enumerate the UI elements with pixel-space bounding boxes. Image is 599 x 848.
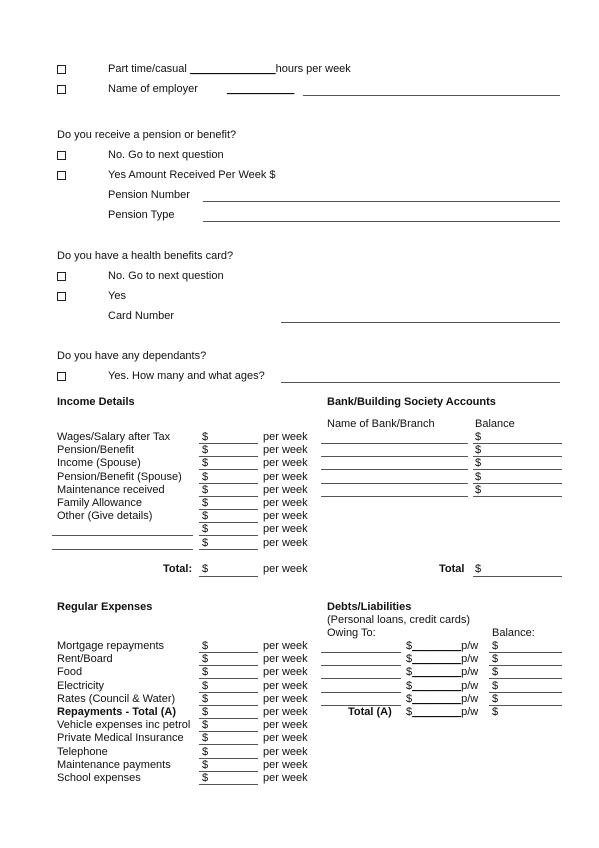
bank-heading: Bank/Building Society Accounts (327, 396, 496, 408)
dependants-yes-checkbox[interactable] (57, 372, 66, 381)
health-no-checkbox[interactable] (57, 272, 66, 281)
debt-row-currency: $ (406, 653, 413, 666)
expense-row-currency: $ (202, 758, 209, 771)
debt-balance-currency: $ (492, 666, 499, 679)
hours-blank[interactable]: ______________ (189, 63, 276, 75)
dependants-question: Do you have any dependants? (57, 350, 207, 362)
debt-row-amount[interactable] (406, 640, 478, 653)
health-no-label: No. Go to next question (108, 270, 224, 282)
pension-yes-checkbox[interactable] (57, 171, 66, 180)
income-row-currency: $ (202, 536, 209, 549)
debts-heading: Debts/Liabilities (327, 601, 412, 613)
expense-row-unit: per week (263, 732, 308, 745)
bank-balance-header: Balance (475, 418, 515, 430)
part-time-label: Part time/casual (108, 63, 187, 75)
income-total-label: Total: (163, 563, 193, 575)
bank-name-field[interactable] (321, 496, 468, 497)
expense-row-label: Mortgage repayments (57, 640, 164, 652)
debt-balance-currency: $ (492, 692, 499, 705)
bank-name-field[interactable] (321, 469, 468, 470)
bank-row-currency: $ (475, 431, 482, 443)
pension-number-label: Pension Number (108, 189, 190, 201)
bank-name-field[interactable] (321, 483, 468, 484)
expense-row-currency: $ (202, 653, 209, 666)
debt-balance-currency: $ (492, 679, 499, 692)
part-time-checkbox[interactable] (57, 65, 66, 74)
pension-number-field[interactable] (203, 201, 560, 202)
expense-row-unit: per week (263, 679, 308, 692)
income-total-unit: per week (263, 563, 308, 575)
bank-name-field[interactable] (321, 456, 468, 457)
debt-row-blank: ________ (412, 666, 462, 679)
income-total-currency: $ (202, 563, 209, 575)
debt-owing-field[interactable] (321, 665, 401, 666)
expense-row-label: Private Medical Insurance (57, 732, 184, 745)
income-total-field[interactable] (199, 576, 258, 577)
debt-row-currency: $ (406, 666, 413, 679)
debts-subheading: (Personal loans, credit cards) (327, 614, 471, 626)
expense-row-unit: per week (263, 640, 308, 652)
debt-row-currency: $ (406, 679, 413, 692)
bank-balance-field[interactable] (473, 443, 562, 444)
expense-row-label: Maintenance payments (57, 758, 171, 771)
dependants-field[interactable] (281, 382, 560, 383)
debts-total-balance-currency: $ (492, 706, 499, 718)
income-row-label: Income (Spouse) (57, 457, 141, 470)
card-number-field[interactable] (281, 322, 560, 323)
income-row-currency: $ (202, 470, 209, 483)
expense-row-label: Rates (Council & Water) (57, 692, 176, 705)
pension-type-field[interactable] (203, 221, 560, 222)
debt-row-amount[interactable] (406, 666, 478, 679)
income-row-unit: per week (263, 523, 308, 536)
hours-label: hours per week (275, 63, 351, 75)
expense-row-label: School expenses (57, 772, 141, 784)
income-row-unit: per week (263, 444, 308, 457)
expense-amount-field[interactable] (199, 784, 258, 785)
income-row-currency: $ (202, 510, 209, 523)
debt-balance-field[interactable] (489, 652, 562, 653)
bank-total-field[interactable] (473, 576, 562, 577)
debt-balance-currency: $ (492, 653, 499, 666)
debts-total-currency: $ (406, 706, 413, 718)
expense-row-label: Repayments - Total (A) (57, 706, 176, 718)
income-other-field[interactable] (52, 535, 193, 536)
bank-total-label: Total (439, 563, 465, 575)
expenses-heading: Regular Expenses (57, 601, 153, 613)
expense-row-currency: $ (202, 745, 209, 758)
income-row-label: Family Allowance (57, 497, 142, 509)
expense-row-label: Telephone (57, 745, 108, 758)
debt-row-currency: $ (406, 692, 413, 705)
income-row-unit: per week (263, 536, 308, 549)
income-amount-field[interactable] (199, 549, 258, 550)
debt-balance-field[interactable] (489, 692, 562, 693)
income-row-currency: $ (202, 457, 209, 470)
debt-row-currency: $ (406, 640, 413, 652)
bank-balance-field[interactable] (473, 469, 562, 470)
income-row-label: Maintenance received (57, 483, 165, 496)
bank-row-currency: $ (475, 470, 482, 483)
debt-row-blank: ________ (412, 640, 462, 652)
expense-row-unit: per week (263, 772, 308, 784)
bank-balance-field[interactable] (473, 483, 562, 484)
expense-row-currency: $ (202, 732, 209, 745)
employer-name-field[interactable] (303, 95, 560, 96)
income-row-unit: per week (263, 483, 308, 496)
debt-balance-currency: $ (492, 640, 499, 652)
expense-row-currency: $ (202, 666, 209, 679)
income-row-unit: per week (263, 431, 308, 443)
expense-row-currency: $ (202, 772, 209, 784)
debt-row-unit: p/w (461, 679, 479, 692)
debt-owing-field[interactable] (321, 678, 401, 679)
health-question: Do you have a health benefits card? (57, 250, 234, 262)
debt-row-amount[interactable] (406, 693, 478, 706)
debts-total-blank: ________ (412, 706, 462, 718)
health-yes-label: Yes (108, 290, 126, 302)
employer-checkbox[interactable] (57, 85, 66, 94)
debt-row-amount[interactable] (406, 653, 478, 666)
expense-row-unit: per week (263, 706, 308, 718)
debt-balance-field[interactable] (489, 678, 562, 679)
income-row-currency: $ (202, 444, 209, 457)
debt-row-unit: p/w (461, 692, 479, 705)
employer-blank[interactable]: ___________ (227, 83, 295, 95)
expense-row-label: Food (57, 666, 83, 679)
card-number-label: Card Number (108, 310, 175, 322)
debts-total-label: Total (A) (348, 706, 392, 718)
debt-owing-field[interactable] (321, 692, 401, 693)
income-other-field[interactable] (52, 549, 193, 550)
expense-row-unit: per week (263, 666, 308, 679)
debt-row-unit: p/w (461, 653, 479, 666)
expense-row-label: Vehicle expenses inc petrol (57, 719, 191, 732)
bank-name-field[interactable] (321, 443, 468, 444)
debt-balance-field[interactable] (489, 705, 562, 706)
expense-row-unit: per week (263, 719, 308, 732)
expense-row-unit: per week (263, 745, 308, 758)
bank-row-currency: $ (475, 444, 482, 457)
debts-balance-header: Balance: (492, 627, 535, 639)
income-row-currency: $ (202, 483, 209, 496)
expense-row-label: Rent/Board (57, 653, 113, 666)
part-time-row (108, 63, 351, 76)
income-row-unit: per week (263, 510, 308, 523)
pension-no-label: No. Go to next question (108, 149, 224, 161)
pension-yes-label: Yes Amount Received Per Week $ (108, 169, 276, 181)
income-row-unit: per week (263, 470, 308, 483)
pension-question: Do you receive a pension or benefit? (57, 129, 237, 141)
income-row-label: Other (Give details) (57, 510, 153, 523)
bank-balance-field[interactable] (473, 456, 562, 457)
debt-row-blank: ________ (412, 653, 462, 666)
bank-name-header: Name of Bank/Branch (327, 418, 435, 430)
dependants-yes-label: Yes. How many and what ages? (108, 370, 265, 382)
expense-row-currency: $ (202, 640, 209, 652)
income-row-label: Pension/Benefit (57, 444, 135, 457)
employer-label: Name of employer (108, 83, 198, 95)
expense-row-unit: per week (263, 758, 308, 771)
debt-row-unit: p/w (461, 666, 479, 679)
bank-row-currency: $ (475, 457, 482, 470)
expense-row-label: Electricity (57, 679, 105, 692)
bank-balance-field[interactable] (473, 496, 562, 497)
debts-total-unit: p/w (461, 706, 479, 718)
debts-total-amount[interactable] (406, 706, 478, 719)
income-row-unit: per week (263, 497, 308, 509)
income-row-unit: per week (263, 457, 308, 470)
bank-total-currency: $ (475, 563, 482, 575)
income-heading: Income Details (57, 396, 135, 408)
income-row-currency: $ (202, 431, 209, 443)
bank-row-currency: $ (475, 483, 482, 496)
income-row-currency: $ (202, 523, 209, 536)
debts-owing-header: Owing To: (327, 627, 376, 639)
expense-row-currency: $ (202, 692, 209, 705)
health-yes-checkbox[interactable] (57, 292, 66, 301)
debt-row-blank: ________ (412, 692, 462, 705)
expense-row-unit: per week (263, 692, 308, 705)
debt-balance-field[interactable] (489, 665, 562, 666)
expense-row-currency: $ (202, 679, 209, 692)
expense-row-currency: $ (202, 719, 209, 732)
income-row-label: Wages/Salary after Tax (57, 431, 171, 443)
pension-no-checkbox[interactable] (57, 151, 66, 160)
expense-row-currency: $ (202, 706, 209, 718)
repayments-total-label: Total (A) (132, 706, 176, 718)
debt-row-blank: ________ (412, 679, 462, 692)
income-row-currency: $ (202, 497, 209, 509)
debt-row-unit: p/w (461, 640, 479, 652)
debt-row-amount[interactable] (406, 680, 478, 693)
debt-owing-field[interactable] (321, 652, 401, 653)
expense-row-unit: per week (263, 653, 308, 666)
income-row-label: Pension/Benefit (Spouse) (57, 470, 182, 483)
pension-type-label: Pension Type (108, 209, 175, 221)
